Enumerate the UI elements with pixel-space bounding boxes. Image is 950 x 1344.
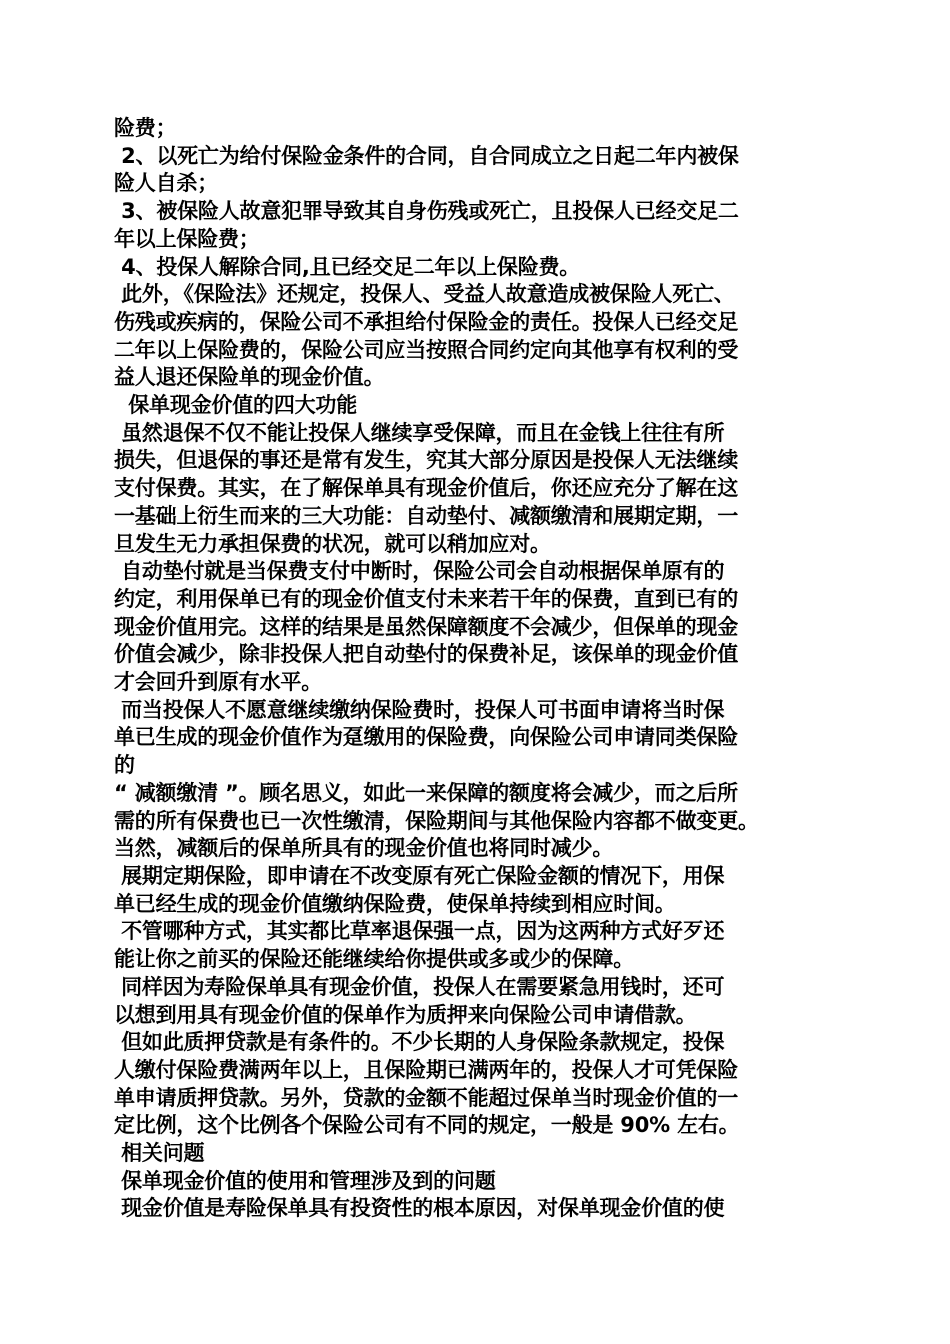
text-line: 3、被保险人故意犯罪导致其自身伤残或死亡，且投保人已经交足二 <box>114 199 739 224</box>
text-line: 需的所有保费也已一次性缴清，保险期间与其他保险内容都不做变更。 <box>114 808 759 833</box>
text-line: 4、投保人解除合同,且已经交足二年以上保险费。 <box>114 254 581 279</box>
text-line: 才会回升到原有水平。 <box>114 670 322 695</box>
text-line: 单申请质押贷款。另外，贷款的金额不能超过保单当时现金价值的一 <box>114 1085 738 1110</box>
text-line: 同样因为寿险保单具有现金价值，投保人在需要紧急用钱时，还可 <box>114 974 725 999</box>
text-line: 相关问题 <box>114 1141 205 1166</box>
text-line: 此外，《保险法》还规定，投保人、受益人故意造成被保险人死亡、 <box>114 282 735 307</box>
text-line: “ 减额缴清 ”。顾名思义，如此一来保障的额度将会减少，而之后所 <box>114 780 738 805</box>
text-line: 2、以死亡为给付保险金条件的合同，自合同成立之日起二年内被保 <box>114 143 739 168</box>
text-line: 而当投保人不愿意继续缴纳保险费时，投保人可书面申请将当时保 <box>114 697 725 722</box>
text-line: 险人自杀； <box>114 171 218 196</box>
text-line: 单已经生成的现金价值缴纳保险费，使保单持续到相应时间。 <box>114 891 676 916</box>
text-line: 益人退还保险单的现金价值。 <box>114 365 385 390</box>
text-line: 虽然退保不仅不能让投保人继续享受保障，而且在金钱上往往有所 <box>114 420 725 445</box>
document-body <box>114 115 850 1223</box>
text-line: 不管哪种方式，其实都比草率退保强一点，因为这两种方式好歹还 <box>114 919 725 944</box>
text-line: 自动垫付就是当保费支付中断时，保险公司会自动根据保单原有的 <box>114 559 725 584</box>
text-line: 二年以上保险费的，保险公司应当按照合同约定向其他享有权利的受 <box>114 337 738 362</box>
text-line: 支付保费。其实，在了解保单具有现金价值后，你还应充分了解在这 <box>114 476 738 501</box>
text-line: 但如此质押贷款是有条件的。不少长期的人身保险条款规定，投保 <box>114 1030 725 1055</box>
text-line: 保单现金价值的使用和管理涉及到的问题 <box>114 1168 496 1193</box>
text-line: 人缴付保险费满两年以上，且保险期已满两年的，投保人才可凭保险 <box>114 1057 738 1082</box>
text-line: 价值会减少，除非投保人把自动垫付的保费补足，该保单的现金价值 <box>114 642 738 667</box>
text-line: 定比例，这个比例各个保险公司有不同的规定，一般是 90% 左右。 <box>114 1113 740 1138</box>
text-line: 现金价值用完。这样的结果是虽然保障额度不会减少，但保单的现金 <box>114 614 738 639</box>
text-line: 当然，减额后的保单所具有的现金价值也将同时减少。 <box>114 836 614 861</box>
text-line: 旦发生无力承担保费的状况，就可以稍加应对。 <box>114 531 551 556</box>
text-line: 一基础上衍生而来的三大功能：自动垫付、减额缴清和展期定期，一 <box>114 503 738 528</box>
text-line: 保单现金价值的四大功能 <box>114 393 358 418</box>
text-line: 的 <box>114 753 135 778</box>
text-line: 单已生成的现金价值作为趸缴用的保险费，向保险公司申请同类保险 <box>114 725 738 750</box>
text-line: 现金价值是寿险保单具有投资性的根本原因，对保单现金价值的使 <box>114 1196 725 1221</box>
text-line: 展期定期保险，即申请在不改变原有死亡保险金额的情况下，用保 <box>114 863 725 888</box>
text-line: 能让你之前买的保险还能继续给你提供或多或少的保障。 <box>114 947 634 972</box>
text-line: 险费； <box>114 116 177 140</box>
text-line: 伤残或疾病的，保险公司不承担给付保险金的责任。投保人已经交足 <box>114 309 738 334</box>
text-line: 约定，利用保单已有的现金价值支付未来若干年的保费，直到已有的 <box>114 586 738 611</box>
text-line: 年以上保险费； <box>114 226 260 251</box>
text-line: 损失，但退保的事还是常有发生，究其大部分原因是投保人无法继续 <box>114 448 738 473</box>
text-line: 以想到用具有现金价值的保单作为质押来向保险公司申请借款。 <box>114 1002 697 1027</box>
